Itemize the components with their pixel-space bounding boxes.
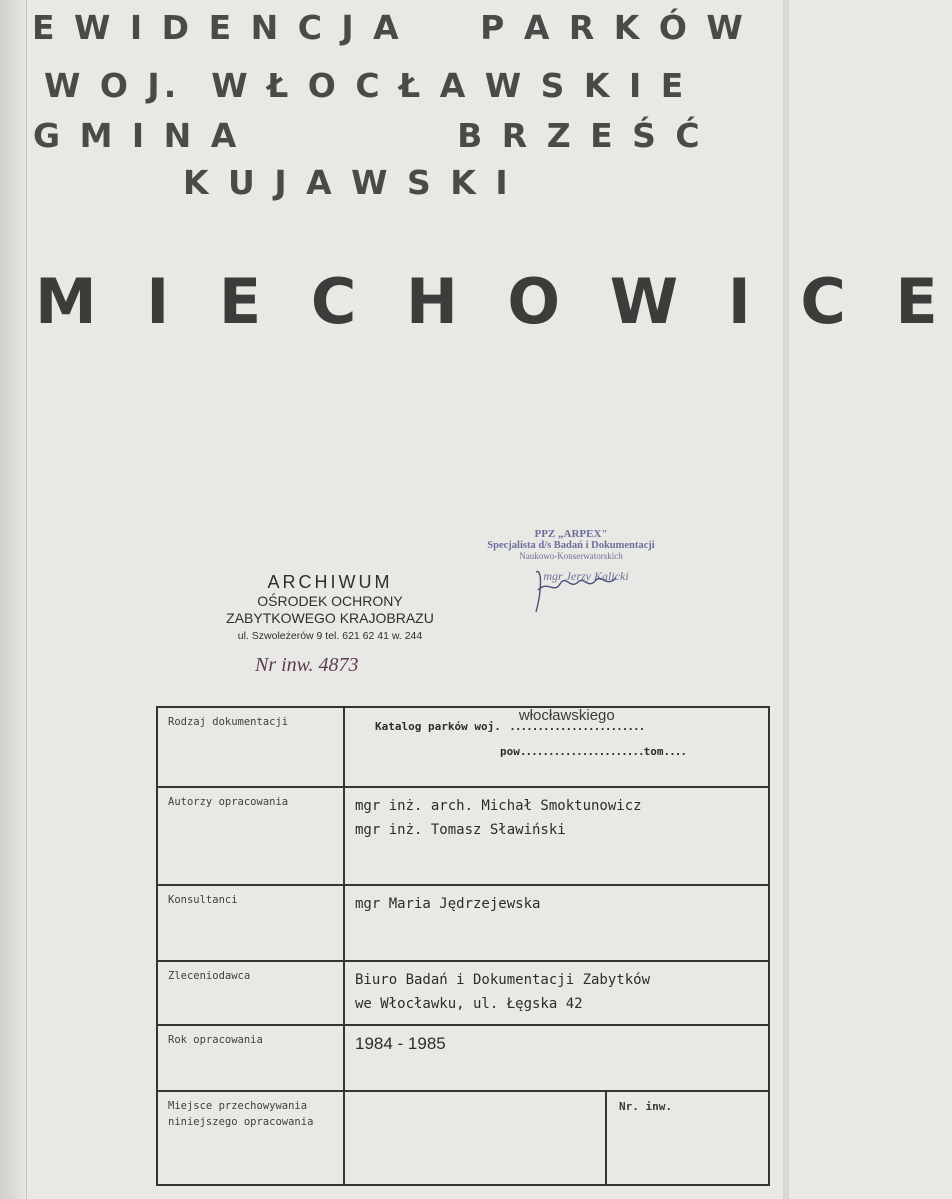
- header-line-4: K U J A W S K I: [183, 163, 512, 202]
- authors-label: Autorzy opracowania: [157, 787, 344, 885]
- binding-edge: [0, 0, 27, 1199]
- archive-stamp-line-1: ARCHIWUM: [267, 572, 393, 592]
- archive-stamp-line-4: ul. Szwoleżerów 9 tel. 621 62 41 w. 244: [237, 630, 423, 642]
- header-line-1: E W I D E N C J A P A R K Ó W: [32, 8, 747, 47]
- card-row-year: [157, 1025, 769, 1091]
- doc-type-dots-1: ........................: [509, 720, 645, 733]
- card-row-client: [157, 961, 769, 1025]
- storage-blank: [345, 1092, 607, 1184]
- arpex-stamp-line-3: Naukowo-Konserwatorskich: [519, 551, 623, 561]
- card-row-storage: [157, 1091, 769, 1185]
- arpex-stamp-line-1: PPZ „ARPEX": [534, 528, 608, 540]
- doc-type-dots-3: ....: [663, 745, 686, 758]
- client-value: [344, 961, 769, 1025]
- author-1: mgr inż. arch. Michał Smoktunowicz: [355, 798, 642, 814]
- archive-stamp: [200, 572, 460, 642]
- storage-label: Miejsce przechowywania niniejszego opracowania: [157, 1091, 344, 1185]
- page-title: M I E C H O W I C E: [35, 265, 952, 338]
- arpex-stamp-line-2: Specjalista d/s Badań i Dokumentacji: [487, 540, 655, 551]
- client-line-1: Biuro Badań i Dokumentacji Zabytków: [355, 972, 651, 988]
- inventory-note: Nr inw. 4873: [255, 654, 359, 676]
- consultant-value: mgr Maria Jędrzejewska: [344, 885, 769, 961]
- archive-stamp-line-2: OŚRODEK OCHRONY: [257, 593, 403, 609]
- signature-icon: [530, 560, 630, 620]
- page-edge: [783, 0, 789, 1199]
- doc-type-handwritten: włocławskiego: [518, 707, 615, 724]
- doc-type-pow: pow: [500, 745, 520, 758]
- doc-type-prefix: Katalog parków woj.: [375, 720, 501, 733]
- card-row-authors: [157, 787, 769, 885]
- doc-type-tom: tom: [643, 745, 664, 758]
- client-label: Zleceniodawca: [157, 961, 344, 1025]
- storage-value: [344, 1091, 769, 1185]
- inventory-number-label: Nr. inw.: [619, 1100, 672, 1113]
- year-label: Rok opracowania: [157, 1025, 344, 1091]
- consultants-label: Konsultanci: [157, 885, 344, 961]
- arpex-stamp-line-4: mgr Jerzy Kalicki: [543, 569, 629, 583]
- archive-stamp-line-3: ZABYTKOWEGO KRAJOBRAZU: [226, 610, 434, 626]
- header-line-2: W O J. W Ł O C Ł A W S K I E: [44, 66, 688, 105]
- doc-type-label: Rodzaj dokumentacji: [157, 707, 344, 787]
- client-line-2: we Włocławku, ul. Łęgska 42: [355, 996, 583, 1012]
- document-card: [156, 706, 770, 1186]
- author-2: mgr inż. Tomasz Sławiński: [355, 822, 566, 838]
- header-line-3: G M I N A B R Z E Ś Ć: [33, 116, 704, 155]
- doc-type-dots-2: ......................: [519, 745, 644, 758]
- authors-value: [344, 787, 769, 885]
- year-value: 1984 - 1985: [344, 1025, 769, 1091]
- card-row-consultants: [157, 885, 769, 961]
- doc-type-value: [344, 707, 769, 787]
- card-row-doc-type: [157, 707, 769, 787]
